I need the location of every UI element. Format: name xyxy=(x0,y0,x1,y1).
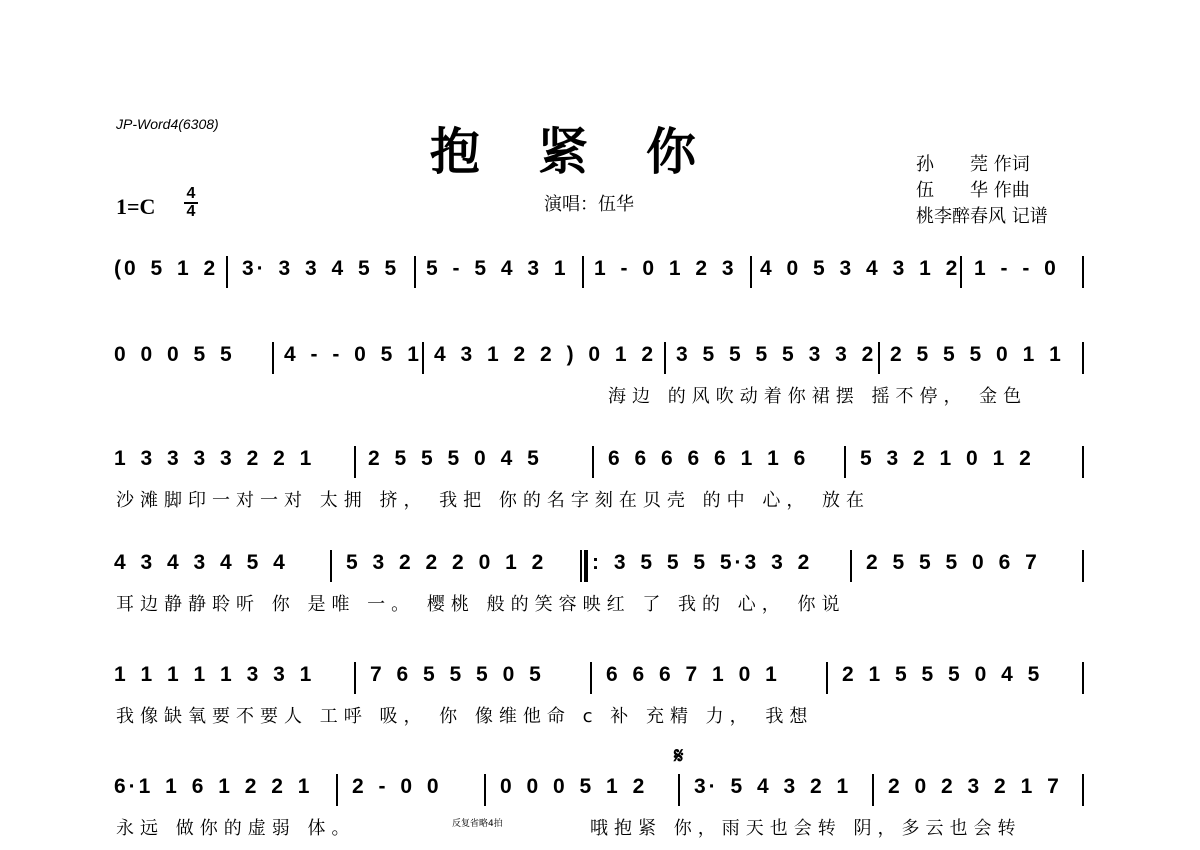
barline xyxy=(750,256,752,288)
time-signature-bottom: 4 xyxy=(186,203,196,220)
measure: 2 0 2 3 2 1 7 xyxy=(888,775,1062,798)
measure: 6·1 1 6 1 2 2 1 xyxy=(114,775,313,798)
time-signature xyxy=(184,186,198,220)
barline xyxy=(850,550,852,582)
barline xyxy=(1082,774,1084,806)
time-signature-top: 4 xyxy=(186,185,196,202)
lyricist-credit xyxy=(916,150,1030,176)
notes-line xyxy=(114,446,1094,486)
measure: 6 6 6 6 6 1 1 6 xyxy=(608,447,809,470)
lyrics-line-continued: 哦抱紧 你，雨天也会转 阴，多云也会转 xyxy=(590,818,1022,839)
barline xyxy=(414,256,416,288)
measure: 3· 3 3 4 5 5 xyxy=(242,257,400,280)
composer-role: 作曲 xyxy=(993,180,1030,201)
measure: 4 0 5 3 4 3 1 2 xyxy=(760,257,961,280)
barline xyxy=(960,256,962,288)
transcriber-credit xyxy=(916,202,1048,228)
lyrics-line: 耳边静静聆听 你 是唯 一。 樱桃 般的笑容映红 了 我的 心， 你说 xyxy=(116,594,846,615)
measure: 4 3 1 2 2 ) 0 1 2 xyxy=(434,343,657,366)
lyricist-role: 作词 xyxy=(993,154,1030,175)
measure: 6 6 6 7 1 0 1 xyxy=(606,663,780,686)
notes-line xyxy=(114,342,1094,382)
song-title: 抱紧你 xyxy=(430,122,754,181)
measure: 2 - 0 0 xyxy=(352,775,442,798)
barline xyxy=(1082,446,1084,478)
measure: 5 - 5 4 3 1 xyxy=(426,257,569,280)
barline xyxy=(878,342,880,374)
barline xyxy=(422,342,424,374)
measure: : 3 5 5 5 5·3 3 2 xyxy=(592,551,813,574)
barline xyxy=(590,662,592,694)
measure: 3· 5 4 3 2 1 xyxy=(694,775,852,798)
measure: 0 0 0 5 1 2 xyxy=(500,775,648,798)
transcriber-role: 记谱 xyxy=(1011,206,1048,227)
barline xyxy=(1082,342,1084,374)
barline xyxy=(354,446,356,478)
repeat-sign xyxy=(580,550,592,582)
notes-line xyxy=(114,550,1094,590)
composer-name: 伍 华 xyxy=(916,180,988,201)
software-label: JP-Word4(6308) xyxy=(116,116,219,132)
measure: 2 5 5 5 0 1 1 xyxy=(890,343,1064,366)
repeat-sign-thin-line xyxy=(580,550,582,582)
measure: 1 - - 0 xyxy=(974,257,1059,280)
transcriber-name: 桃李醉春风 xyxy=(916,206,1006,227)
lyrics-line: 我像缺氧要不要人 工呼 吸， 你 像维他命 c 补 充精 力， 我想 xyxy=(116,706,814,727)
barline xyxy=(484,774,486,806)
barline xyxy=(1082,550,1084,582)
lyrics-line: 永远 做你的虚弱 体。 xyxy=(116,818,356,839)
measure: 2 5 5 5 0 4 5 xyxy=(368,447,542,470)
barline xyxy=(354,662,356,694)
barline xyxy=(826,662,828,694)
measure: 0 0 0 5 5 xyxy=(114,343,235,366)
barline xyxy=(1082,256,1084,288)
measure: 7 6 5 5 5 0 5 xyxy=(370,663,544,686)
singer-credit: 演唱：伍华 xyxy=(544,194,634,215)
measure: 5 3 2 2 2 0 1 2 xyxy=(346,551,547,574)
barline xyxy=(1082,662,1084,694)
barline xyxy=(678,774,680,806)
lyrics-line: 海边 的风吹动着你裙摆 摇不停， 金色 xyxy=(608,386,1028,407)
repeat-sign-thick-line xyxy=(584,550,588,582)
barline xyxy=(582,256,584,288)
measure: 1 1 1 1 1 3 3 1 xyxy=(114,663,315,686)
measure: 1 3 3 3 3 2 2 1 xyxy=(114,447,315,470)
composer-credit xyxy=(916,176,1030,202)
barline xyxy=(272,342,274,374)
measure: 2 5 5 5 0 6 7 xyxy=(866,551,1040,574)
barline xyxy=(664,342,666,374)
barline xyxy=(226,256,228,288)
barline xyxy=(872,774,874,806)
measure: 2 1 5 5 5 0 4 5 xyxy=(842,663,1043,686)
barline xyxy=(330,550,332,582)
key-signature: 1=C xyxy=(116,194,156,219)
lyricist-name: 孙 莞 xyxy=(916,154,988,175)
notes-line xyxy=(114,774,1094,814)
segno-sign: 𝄋 xyxy=(674,744,684,769)
measure: 1 - 0 1 2 3 xyxy=(594,257,737,280)
measure: (0 5 1 2 xyxy=(114,257,219,280)
measure: 4 - - 0 5 1 xyxy=(284,343,422,366)
barline xyxy=(336,774,338,806)
barline xyxy=(844,446,846,478)
notes-line xyxy=(114,256,1094,296)
measure: 3 5 5 5 5 3 3 2 xyxy=(676,343,877,366)
repeat-note: 反复省略4拍 xyxy=(452,819,503,829)
barline xyxy=(592,446,594,478)
lyrics-line: 沙滩脚印一对一对 太拥 挤， 我把 你的名字刻在贝壳 的中 心， 放在 xyxy=(116,490,871,511)
measure: 4 3 4 3 4 5 4 xyxy=(114,551,288,574)
measure: 5 3 2 1 0 1 2 xyxy=(860,447,1034,470)
notes-line xyxy=(114,662,1094,702)
